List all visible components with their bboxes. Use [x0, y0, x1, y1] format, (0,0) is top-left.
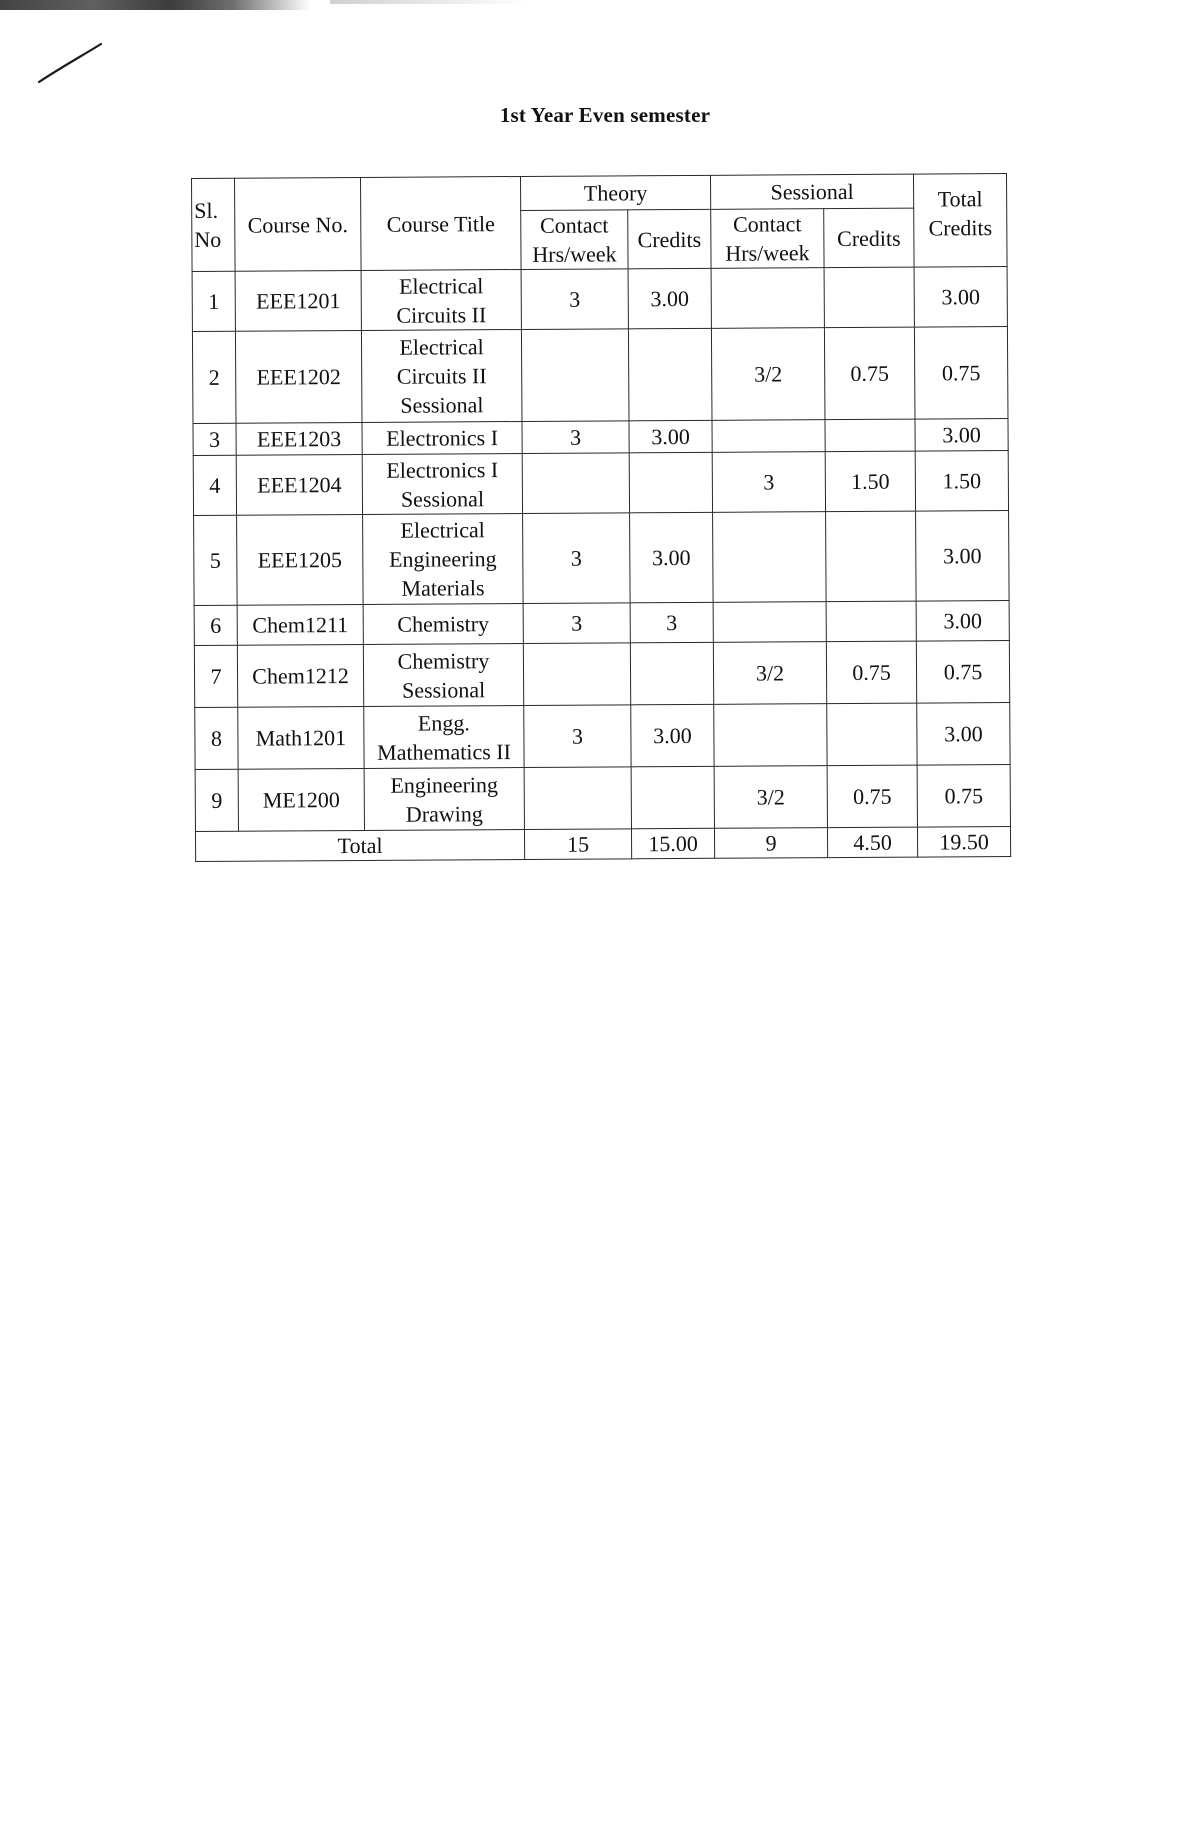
cell-sessional-credits: 0.75	[826, 641, 916, 704]
cell-course-no: EEE1202	[235, 330, 362, 423]
table-row	[194, 601, 1009, 646]
cell-total: 3.00	[917, 703, 1010, 766]
cell-total: 3.00	[916, 601, 1009, 642]
cell-total: 1.50	[915, 451, 1008, 512]
cell-course-no: Math1201	[238, 706, 364, 769]
cell-sessional-hours: 3	[712, 452, 825, 513]
scan-artifact	[0, 0, 310, 10]
cell-total-sessional-credits: 4.50	[827, 827, 917, 858]
header-sessional: Sessional	[710, 174, 913, 209]
cell-theory-credits: 3.00	[629, 420, 712, 453]
table-row	[192, 327, 1008, 424]
cell-theory-credits	[631, 766, 714, 829]
cell-course-no: ME1200	[238, 768, 364, 831]
header-sessional-credits: Credits	[824, 208, 914, 268]
cell-theory-hours	[522, 453, 629, 514]
cell-sl: 8	[195, 707, 238, 769]
cell-total: 3.00	[915, 419, 1008, 452]
cell-sessional-hours	[714, 704, 827, 767]
cell-sl: 9	[195, 769, 238, 831]
cell-sessional-hours	[712, 420, 825, 453]
cell-sl: 1	[192, 271, 235, 331]
cell-course-title: Electronics I Sessional	[362, 453, 522, 514]
cell-course-title: Electrical Circuits II	[361, 269, 521, 330]
cell-course-title: Electronics I	[362, 421, 522, 454]
cell-course-no: EEE1205	[237, 514, 364, 605]
cell-sessional-hours: 3/2	[714, 766, 827, 829]
page-title: 1st Year Even semester	[499, 103, 711, 127]
cell-course-title: Engineering Drawing	[364, 767, 524, 830]
cell-total: 0.75	[917, 765, 1010, 828]
cell-course-title: Electrical Circuits II Sessional	[361, 329, 522, 422]
header-sessional-contact-hours: Contact Hrs/week	[711, 209, 824, 269]
cell-theory-hours: 3	[521, 269, 628, 330]
cell-course-no: EEE1203	[236, 422, 362, 455]
cell-total: 0.75	[916, 641, 1009, 704]
cell-course-no: EEE1204	[236, 454, 362, 515]
cell-total-label: Total	[195, 829, 524, 861]
cell-sl: 6	[194, 605, 237, 645]
cell-sessional-credits	[824, 267, 914, 328]
scan-artifact-faint	[330, 0, 530, 4]
cell-sessional-hours	[713, 602, 826, 643]
cell-sessional-credits	[825, 419, 915, 452]
cell-theory-credits: 3.00	[628, 268, 711, 329]
cell-theory-hours: 3	[524, 705, 631, 768]
table-row	[194, 641, 1009, 708]
cell-sessional-hours: 3/2	[711, 328, 825, 421]
header-course-no: Course No.	[235, 177, 362, 271]
cell-sl: 7	[194, 645, 237, 707]
cell-theory-credits	[629, 452, 712, 513]
cell-course-title: Electrical Engineering Materials	[363, 513, 524, 604]
cell-total-theory-credits: 15.00	[631, 828, 714, 859]
cell-course-no: EEE1201	[235, 270, 361, 331]
cell-sl: 4	[193, 455, 236, 515]
cell-theory-hours	[524, 767, 631, 830]
table-row	[192, 267, 1007, 332]
table-row	[195, 765, 1010, 832]
cell-sessional-hours	[713, 512, 827, 603]
table-row	[193, 419, 1008, 456]
cell-total: 3.00	[914, 267, 1007, 328]
cell-sessional-credits	[826, 601, 916, 642]
cell-sl: 2	[192, 331, 236, 423]
cell-sessional-credits	[826, 511, 917, 602]
cell-course-no: Chem1211	[237, 604, 363, 645]
course-table	[191, 173, 1011, 862]
cell-total: 0.75	[914, 327, 1008, 420]
cell-sessional-credits: 1.50	[825, 451, 915, 512]
cell-theory-credits: 3.00	[631, 704, 714, 767]
cell-theory-credits: 3.00	[630, 512, 714, 603]
cell-theory-hours: 3	[523, 603, 630, 644]
cell-theory-hours: 3	[522, 421, 629, 454]
course-table-container	[191, 173, 1010, 862]
cell-theory-hours	[521, 329, 629, 422]
cell-theory-hours: 3	[523, 513, 631, 604]
header-theory-contact-hours: Contact Hrs/week	[521, 210, 628, 270]
cell-course-title: Chemistry Sessional	[363, 643, 523, 706]
cell-sessional-credits: 0.75	[827, 765, 917, 828]
table-row	[194, 511, 1010, 606]
header-course-title: Course Title	[360, 176, 521, 270]
header-sl-no: Sl. No	[192, 178, 236, 271]
cell-course-title: Engg. Mathematics II	[364, 705, 524, 768]
cell-course-no: Chem1212	[237, 644, 363, 707]
pen-stroke-mark	[35, 38, 115, 88]
cell-sl: 3	[193, 423, 236, 455]
cell-theory-credits	[628, 328, 712, 421]
total-row	[195, 827, 1010, 862]
header-theory: Theory	[520, 175, 710, 210]
cell-theory-credits	[630, 642, 713, 705]
cell-sessional-hours	[711, 268, 824, 329]
cell-theory-credits: 3	[630, 602, 713, 643]
cell-sessional-hours: 3/2	[713, 642, 826, 705]
cell-theory-hours	[523, 643, 630, 706]
cell-course-title: Chemistry	[363, 603, 523, 644]
table-row	[193, 451, 1008, 516]
table-row	[195, 703, 1010, 770]
cell-sessional-credits	[827, 703, 917, 766]
cell-total: 3.00	[916, 511, 1010, 602]
cell-total-sessional-hours: 9	[714, 828, 827, 859]
header-total-credits: Total Credits	[913, 174, 1007, 268]
cell-sl: 5	[194, 515, 238, 605]
header-theory-credits: Credits	[628, 209, 711, 269]
cell-total-theory-hours: 15	[524, 829, 631, 860]
cell-grand-total: 19.50	[917, 827, 1010, 858]
cell-sessional-credits: 0.75	[824, 327, 915, 420]
